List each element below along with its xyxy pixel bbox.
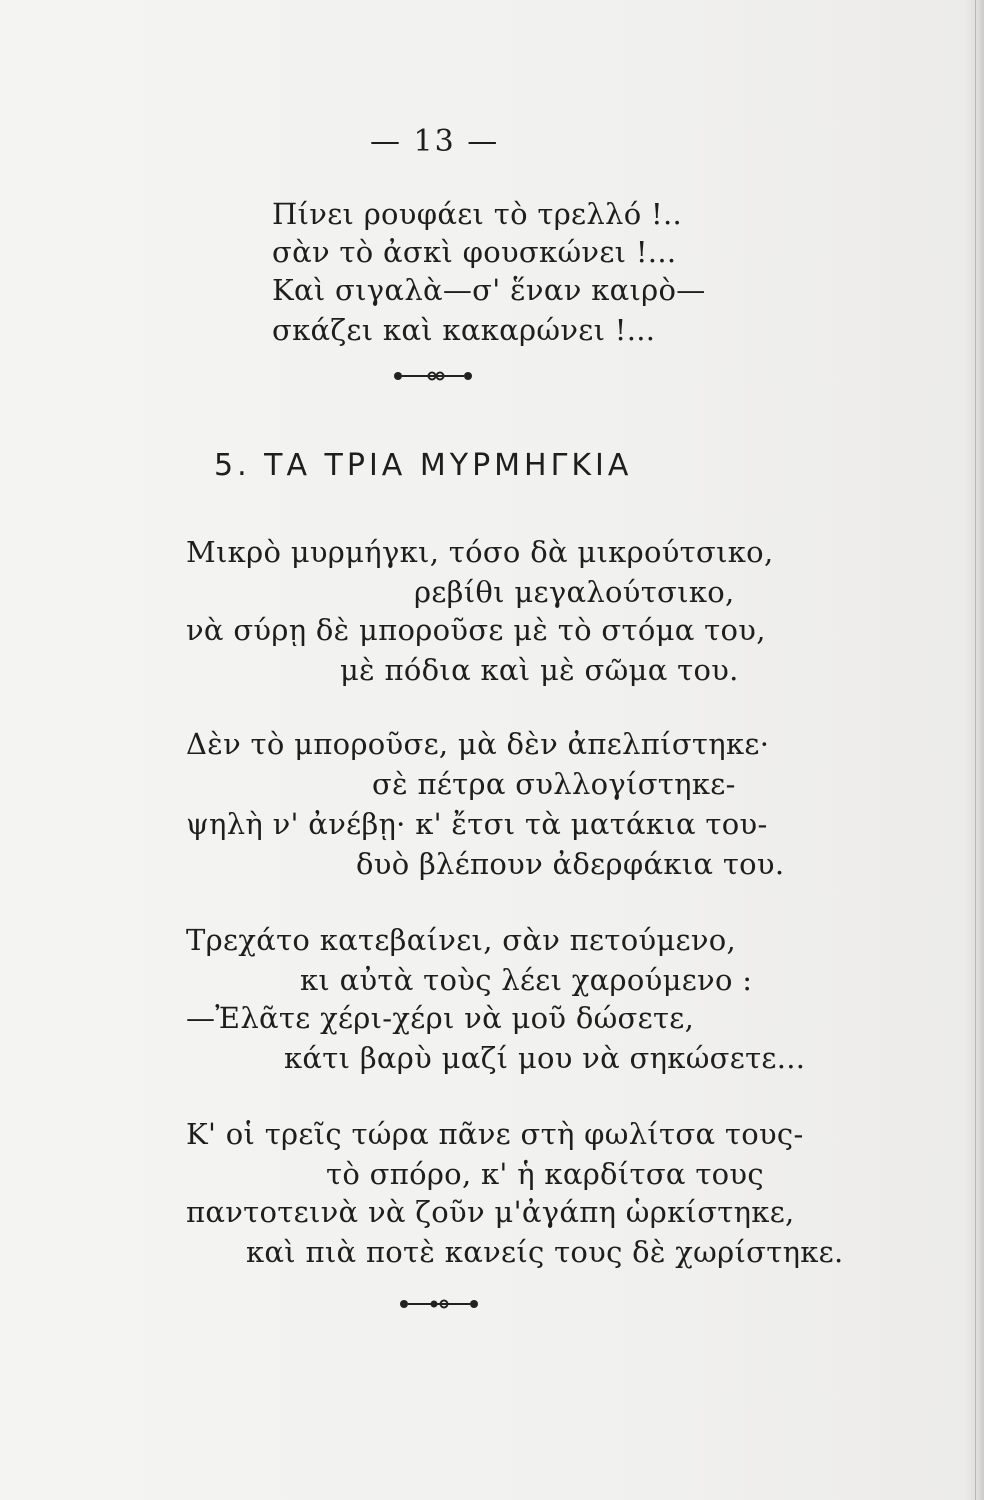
stanza3-line-1: Τρεχάτο κατεβαίνει, σὰν πετούμενο, bbox=[186, 923, 737, 957]
stanza2-line-4: δυὸ βλέπουν ἀδερφάκια του. bbox=[356, 847, 785, 881]
stanza3-line-2: κι αὐτὰ τοὺς λέει χαρούμενο : bbox=[300, 963, 753, 997]
top-stanza-line-1: Πίνει ρουφάει τὸ τρελλό !.. bbox=[272, 197, 683, 231]
stanza3-line-3: —Ἐλᾶτε χέρι-χέρι νὰ μοῦ δώσετε, bbox=[186, 1001, 695, 1035]
page-edge-shadow bbox=[964, 0, 984, 1500]
page-number: — 13 — bbox=[370, 124, 500, 159]
stanza1-line-4: μὲ πόδια καὶ μὲ σῶμα του. bbox=[340, 653, 739, 687]
stanza2-line-1: Δὲν τὸ μποροῦσε, μὰ δὲν ἀπελπίστηκε· bbox=[186, 727, 770, 761]
page-edge-line bbox=[975, 0, 976, 1500]
stanza4-line-1: Κ' οἱ τρεῖς τώρα πᾶνε στὴ φωλίτσα τους- bbox=[186, 1117, 804, 1151]
poem-title: 5. ΤΑ ΤΡΙΑ ΜΥΡΜΗΓΚΙΑ bbox=[214, 448, 633, 483]
stanza1-line-1: Μικρὸ μυρμήγκι, τόσο δὰ μικρούτσικο, bbox=[186, 535, 774, 569]
stanza1-line-3: νὰ σύρῃ δὲ μποροῦσε μὲ τὸ στόμα του, bbox=[186, 613, 766, 647]
ornament-divider-top bbox=[392, 370, 474, 382]
top-stanza-line-2: σὰν τὸ ἀσκὶ φουσκώνει !... bbox=[272, 235, 677, 269]
stanza4-line-4: καὶ πιὰ ποτὲ κανείς τους δὲ χωρίστηκε. bbox=[246, 1235, 844, 1269]
stanza1-line-2: ρεβίθι μεγαλούτσικο, bbox=[414, 575, 735, 609]
ornament-divider-bottom bbox=[398, 1298, 480, 1310]
stanza4-line-3: παντοτεινὰ νὰ ζοῦν μ'ἀγάπη ὡρκίστηκε, bbox=[186, 1195, 795, 1229]
stanza3-line-4: κάτι βαρὺ μαζί μου νὰ σηκώσετε... bbox=[284, 1041, 806, 1075]
top-stanza-line-4: σκάζει καὶ κακαρώνει !... bbox=[272, 313, 656, 347]
stanza2-line-2: σὲ πέτρα συλλογίστηκε- bbox=[372, 767, 736, 801]
stanza4-line-2: τὸ σπόρο, κ' ἡ καρδίτσα τους bbox=[326, 1157, 764, 1191]
top-stanza-line-3: Καὶ σιγαλὰ—σ' ἕναν καιρὸ— bbox=[272, 273, 706, 307]
stanza2-line-3: ψηλὴ ν' ἀνέβῃ· κ' ἔτσι τὰ ματάκια του- bbox=[186, 807, 768, 841]
